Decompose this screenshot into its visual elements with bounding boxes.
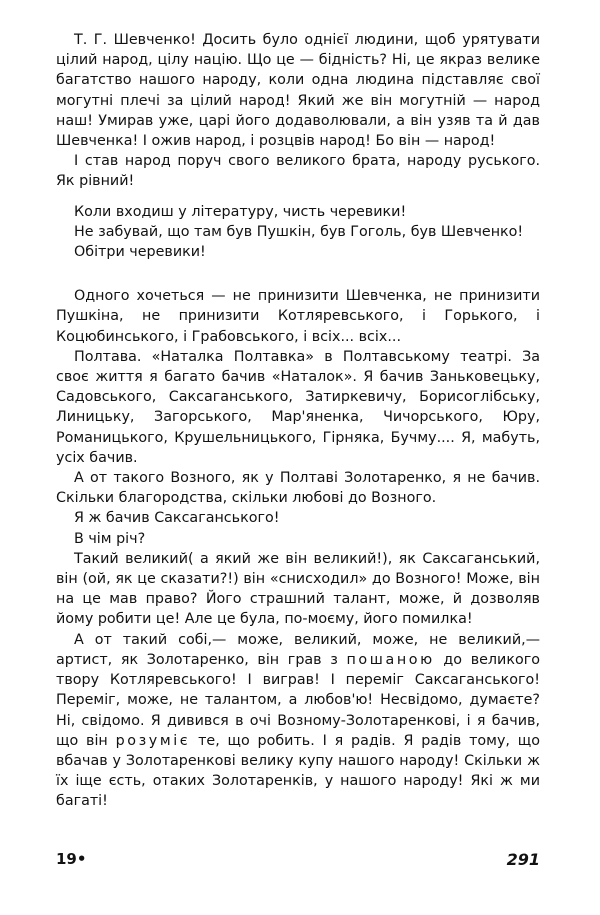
page-text — [56, 30, 540, 812]
signature-mark: 19• — [56, 850, 87, 868]
final-text-part-3: те, що робить. І я радів. Я радів тому, що вбачав у Золотаренкові велику купу нашого народу! Скільки ж їх іще єсть, отаких Золотаренків, у нашого народу! Які ж ми багаті! — [56, 732, 540, 810]
paragraph-gap — [56, 192, 540, 202]
paragraph-final — [56, 630, 540, 812]
spaced-emphasis-respect: пошаною — [346, 651, 435, 668]
paragraph-shevchenko: Т. Г. Шевченко! Досить було однієї людини, щоб урятувати цілий народ, цілу націю. Що це — бідність? Ні, це якраз велике багатство нашого народу, коли одна людина підставляє свої могутні плечі за цілий народ! Який же він могутній — народ наш! Умирав уже, царі його додаволювали, а він узяв та й дав Шевченка! І ожив народ, і розцвів народ! Бо він — народ! — [56, 32, 540, 150]
paragraph-do-not-diminish: Одного хочеться — не принизити Шевченка, не принизити Пушкіна, не принизити Котляревського, і Горького, і Коцюбинського, і Грабовського, і всіх... всіх... — [56, 288, 540, 345]
final-text-part-2: до великого твору Котляревського! І виграв! І переміг Саксаганського! Переміг, може, не талантом, а любов'ю! Несвідомо, думаєте? Ні, свідомо. Я дивився в очі Возному-Золотаренкові, і я бачив, що він — [56, 651, 540, 749]
paragraph-saw-saksaganskyi: Я ж бачив Саксаганського! — [74, 510, 280, 527]
page-number: 291 — [506, 850, 540, 869]
section-gap — [56, 262, 540, 286]
paragraph-pushkin-gogol: Не забувай, що там був Пушкін, був Гоголь, був Шевченко! — [74, 223, 524, 240]
paragraph-brother-nation: І став народ поруч свого великого брата, народу руського. Як рівний! — [56, 153, 540, 190]
paragraph-great-actor: Такий великий( а який же він великий!), як Саксаганський, він (ой, як це сказати?!) він «снисходил» до Возного! Може, він на це мав право? Його страшний талант, може, й дозволяв йому робити це! Але це була, по-моєму, його помилка! — [56, 550, 540, 628]
final-text-part-1: А от такий собі,— може, великий, може, не великий,— артист, як Золотаренко, він грав з — [56, 631, 540, 668]
paragraph-literature-boots: Коли входиш у літературу, чисть черевики! — [74, 203, 407, 220]
paragraph-what-matter: В чім річ? — [74, 530, 146, 547]
page-footer — [56, 850, 540, 874]
spaced-emphasis-understands: розуміє — [115, 732, 191, 749]
paragraph-zolotarenko: А от такого Возного, як у Полтаві Золотаренко, я не бачив. Скільки благородства, скільки любові до Возного. — [56, 470, 540, 507]
paragraph-wipe-boots: Обітри черевики! — [74, 244, 206, 261]
paragraph-poltava-theatre: Полтава. «Наталка Полтавка» в Полтавському театрі. За своє життя я багато бачив «Наталок». Я бачив Заньковецьку, Садовського, Саксаганського, Затиркевичу, Борисоглібську, Линицьку, Загорського, Мар'яненка, Чичорського, Юру, Романицького, Крушельницького, Гірняка, Бучму.... Я, мабуть, усіх бачив. — [56, 348, 540, 466]
